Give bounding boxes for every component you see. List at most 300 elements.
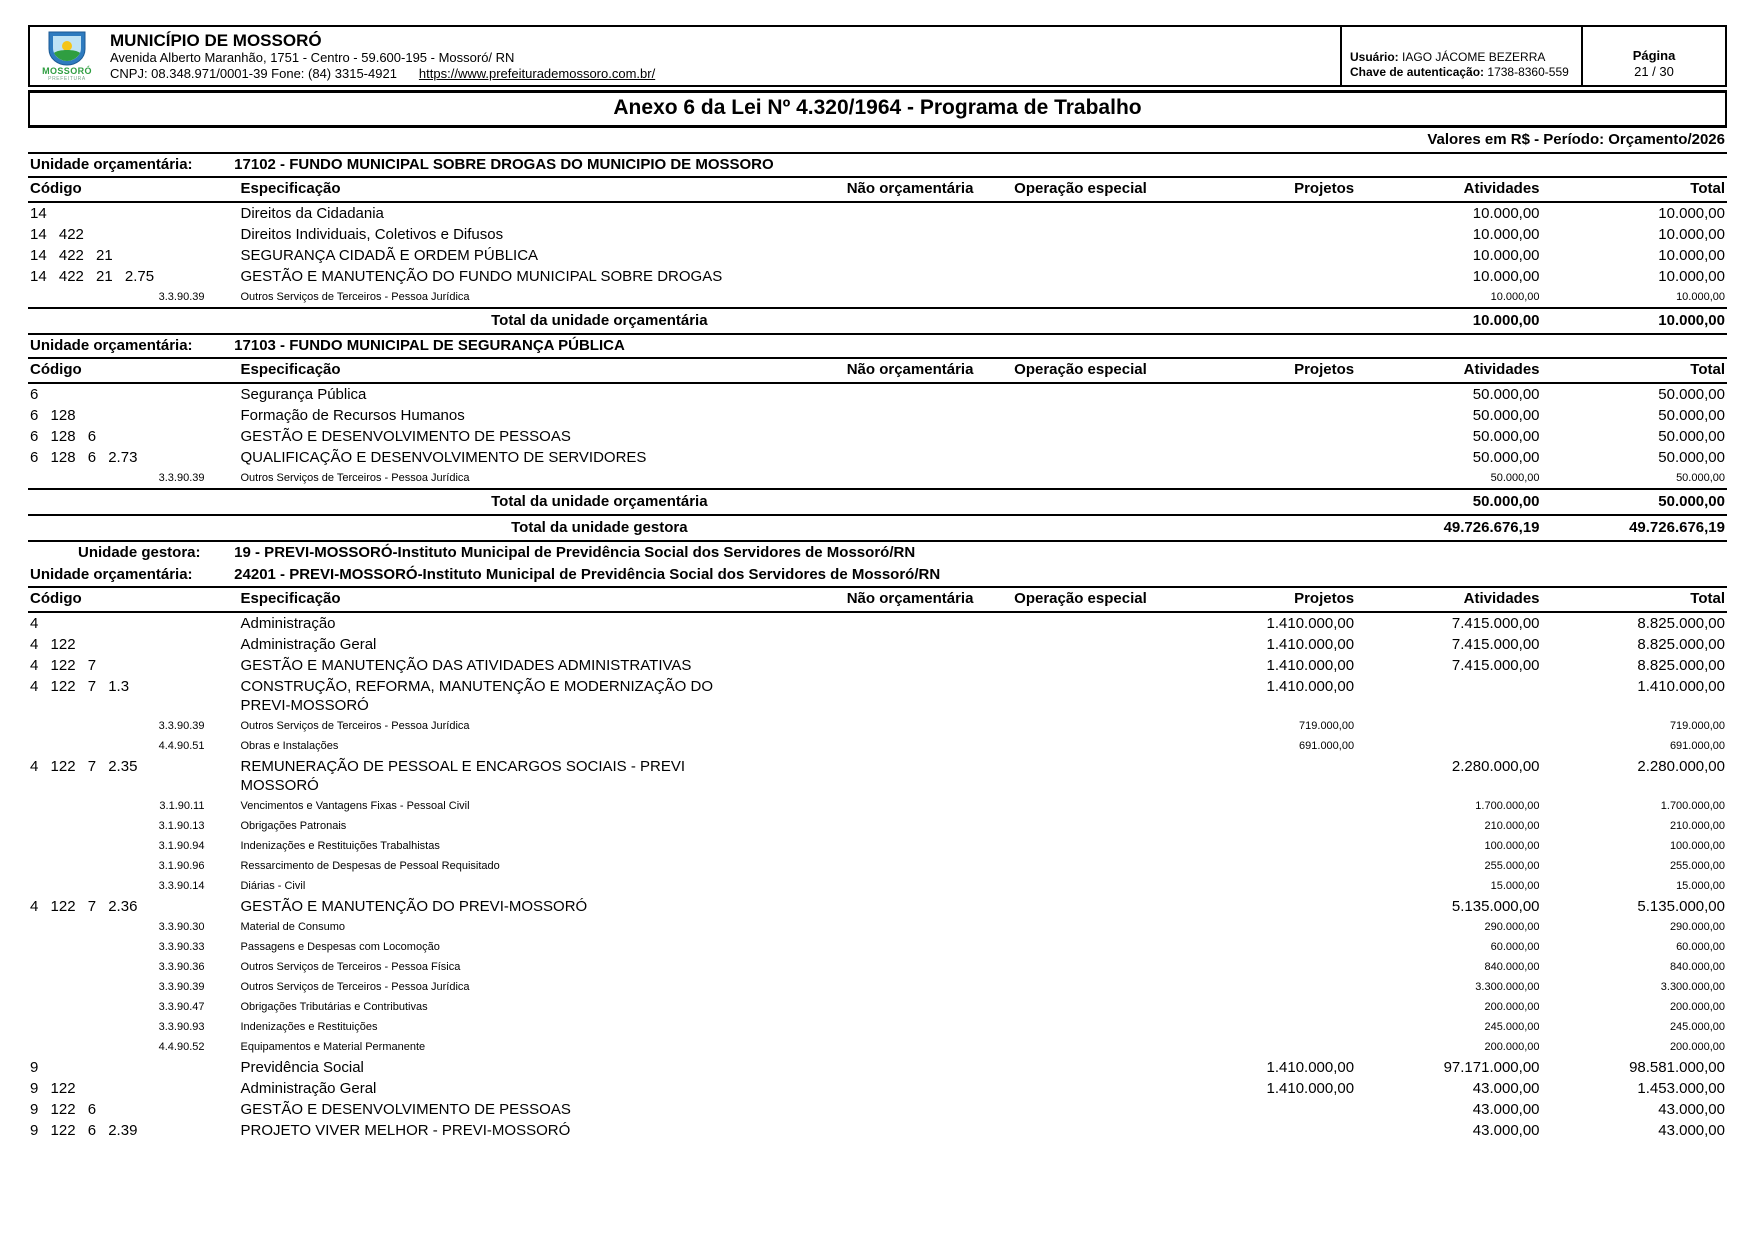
detail-row [28, 977, 1727, 997]
cell-especificacao: GESTÃO E MANUTENÇÃO DAS ATIVIDADES ADMINISTRATIVAS [240, 657, 692, 674]
org-cnpj-phone: CNPJ: 08.348.971/0001-39 Fone: (84) 3315-4921 [110, 66, 397, 81]
cell-total: 43.000,00 [1658, 1122, 1725, 1139]
column-header: Operação especial [990, 177, 1170, 202]
cell-operacao-especial [990, 836, 1170, 856]
column-header: Especificação [238, 177, 829, 202]
cell-total: 719.000,00 [1669, 720, 1725, 732]
cell-projetos [1171, 202, 1356, 224]
detail-row [28, 997, 1727, 1017]
total-label: Total da unidade gestora [28, 515, 1171, 541]
cell-projetos [1171, 266, 1356, 287]
cell-atividades: 43.000,00 [1472, 1101, 1540, 1118]
cell-atividades: 43.000,00 [1472, 1080, 1540, 1097]
cell-atividades: 60.000,00 [1490, 941, 1540, 953]
cell-total: 43.000,00 [1658, 1101, 1725, 1118]
cell-atividades: 10.000,00 [1472, 247, 1540, 264]
table-row [28, 405, 1727, 426]
cell-codigo: 3.3.90.39 [158, 291, 205, 303]
cell-total: 98.581.000,00 [1629, 1059, 1725, 1076]
mossoro-crest-icon [47, 31, 87, 67]
cell-especificacao: Material de Consumo [240, 921, 346, 933]
cell-projetos [1171, 1120, 1356, 1141]
org-address: Avenida Alberto Maranhão, 1751 - Centro - 59.600-195 - Mossoró/ RN [110, 50, 515, 65]
cell-nao-orcamentaria [830, 856, 990, 876]
cell-nao-orcamentaria [830, 1078, 990, 1099]
period-note: Valores em R$ - Período: Orçamento/2026 [28, 128, 1727, 154]
cell-especificacao: Outros Serviços de Terceiros - Pessoa Física [240, 961, 461, 973]
cell-operacao-especial [990, 957, 1170, 977]
column-header: Projetos [1171, 177, 1356, 202]
logo-wordmark: MOSSORÓ [42, 65, 92, 76]
cell-projetos: 691.000,00 [1299, 740, 1355, 752]
cell-total: 200.000,00 [1669, 1001, 1725, 1013]
cell-operacao-especial [990, 468, 1170, 489]
cell-especificacao: Vencimentos e Vantagens Fixas - Pessoal Civil [240, 800, 470, 812]
budget-table [28, 357, 1727, 542]
cell-projetos [1171, 997, 1356, 1017]
heading-label: Unidade gestora: [78, 544, 201, 561]
cell-especificacao: Outros Serviços de Terceiros - Pessoa Jurídica [240, 720, 470, 732]
cell-total: 8.825.000,00 [1637, 636, 1725, 653]
cell-nao-orcamentaria [830, 1017, 990, 1037]
cell-nao-orcamentaria [830, 426, 990, 447]
cell-operacao-especial [990, 202, 1170, 224]
cell-operacao-especial [990, 1120, 1170, 1141]
table-row [28, 756, 1727, 796]
cell-total: 245.000,00 [1669, 1021, 1725, 1033]
cell-operacao-especial [990, 736, 1170, 756]
table-row [28, 612, 1727, 634]
cell-nao-orcamentaria [830, 917, 990, 937]
table-row [28, 1078, 1727, 1099]
table-row [28, 202, 1727, 224]
user-line [1350, 50, 1575, 65]
cell-total: 10.000,00 [1658, 226, 1725, 243]
cell-total: 210.000,00 [1669, 820, 1725, 832]
cell-atividades: 49.726.676,19 [1356, 515, 1541, 541]
cell-nao-orcamentaria [830, 1037, 990, 1057]
cell-operacao-especial [990, 937, 1170, 957]
cell-atividades: 840.000,00 [1484, 961, 1540, 973]
cell-total: 10.000,00 [1658, 268, 1725, 285]
cell-projetos [1171, 447, 1356, 468]
cell-atividades: 100.000,00 [1484, 840, 1540, 852]
total-label: Total da unidade orçamentária [28, 308, 1171, 334]
unidade-orcamentaria-heading [28, 154, 1727, 176]
column-header: Projetos [1171, 358, 1356, 383]
cell-operacao-especial [990, 287, 1170, 308]
heading-label: Unidade orçamentária: [30, 156, 193, 173]
cell-atividades: 290.000,00 [1484, 921, 1540, 933]
cell-projetos [1171, 977, 1356, 997]
cell-projetos [1171, 515, 1356, 541]
cell-nao-orcamentaria [830, 896, 990, 917]
cell-especificacao: Ressarcimento de Despesas de Pessoal Requisitado [240, 860, 500, 872]
cell-nao-orcamentaria [830, 245, 990, 266]
cell-total: 5.135.000,00 [1637, 898, 1725, 915]
cell-total: 290.000,00 [1669, 921, 1725, 933]
table-row [28, 447, 1727, 468]
cell-projetos [1171, 796, 1356, 816]
cell-especificacao: Equipamentos e Material Permanente [240, 1041, 426, 1053]
cell-codigo: 6 128 6 2.73 [30, 449, 138, 466]
cell-atividades: 245.000,00 [1484, 1021, 1540, 1033]
column-header: Especificação [238, 587, 829, 612]
table-row [28, 383, 1727, 405]
cell-especificacao: Outros Serviços de Terceiros - Pessoa Jurídica [240, 472, 470, 484]
cell-operacao-especial [990, 245, 1170, 266]
cell-nao-orcamentaria [830, 876, 990, 896]
cell-projetos [1171, 836, 1356, 856]
cell-nao-orcamentaria [830, 202, 990, 224]
user-info [1340, 27, 1581, 85]
cell-operacao-especial [990, 447, 1170, 468]
column-header: Não orçamentária [830, 587, 990, 612]
cell-atividades: 10.000,00 [1356, 308, 1541, 334]
column-header: Operação especial [990, 587, 1170, 612]
detail-row [28, 468, 1727, 489]
cell-projetos [1171, 405, 1356, 426]
cell-projetos [1171, 489, 1356, 515]
table-row [28, 896, 1727, 917]
cell-atividades: 200.000,00 [1484, 1001, 1540, 1013]
cell-codigo: 3.3.90.36 [158, 961, 205, 973]
cell-especificacao: Previdência Social [240, 1059, 364, 1076]
cell-especificacao: Obras e Instalações [240, 740, 339, 752]
cell-total: 60.000,00 [1676, 941, 1725, 953]
total-label: Total da unidade orçamentária [28, 489, 1171, 515]
column-header: Não orçamentária [830, 358, 990, 383]
cell-projetos [1171, 245, 1356, 266]
cell-codigo: 4 122 [30, 636, 76, 653]
cell-atividades: 2.280.000,00 [1451, 758, 1540, 775]
detail-row [28, 1037, 1727, 1057]
table-row [28, 655, 1727, 676]
cell-total: 840.000,00 [1669, 961, 1725, 973]
cell-atividades: 50.000,00 [1472, 449, 1540, 466]
column-header: Projetos [1171, 587, 1356, 612]
table-row [28, 634, 1727, 655]
cell-nao-orcamentaria [830, 716, 990, 736]
org-name: MUNICÍPIO DE MOSSORÓ [110, 31, 322, 50]
table-row [28, 676, 1727, 716]
column-header: Código [28, 587, 238, 612]
column-header: Total [1542, 358, 1727, 383]
cell-total: 49.726.676,19 [1542, 515, 1727, 541]
cell-operacao-especial [990, 1037, 1170, 1057]
column-header: Atividades [1356, 587, 1541, 612]
cell-nao-orcamentaria [830, 736, 990, 756]
cell-especificacao: Direitos da Cidadania [240, 205, 384, 222]
cell-nao-orcamentaria [830, 447, 990, 468]
cell-codigo: 3.3.90.14 [158, 880, 205, 892]
cell-codigo: 3.3.90.39 [158, 720, 205, 732]
cell-especificacao: GESTÃO E DESENVOLVIMENTO DE PESSOAS [240, 1101, 571, 1118]
cell-atividades: 50.000,00 [1472, 407, 1540, 424]
cell-atividades: 1.700.000,00 [1475, 800, 1540, 812]
cell-operacao-especial [990, 876, 1170, 896]
cell-atividades: 10.000,00 [1472, 226, 1540, 243]
org-info [100, 27, 1340, 85]
cell-total: 50.000,00 [1658, 428, 1725, 445]
column-header: Total [1542, 177, 1727, 202]
cell-projetos [1171, 957, 1356, 977]
cell-codigo: 4.4.90.52 [158, 1041, 205, 1053]
cell-especificacao: GESTÃO E MANUTENÇÃO DO PREVI-MOSSORÓ [240, 898, 588, 915]
detail-row [28, 856, 1727, 876]
cell-total: 255.000,00 [1669, 860, 1725, 872]
cell-operacao-especial [990, 224, 1170, 245]
column-header: Não orçamentária [830, 177, 990, 202]
cell-atividades: 7.415.000,00 [1451, 615, 1540, 632]
cell-operacao-especial [990, 1078, 1170, 1099]
total-row [28, 489, 1727, 515]
detail-row [28, 716, 1727, 736]
cell-projetos [1171, 224, 1356, 245]
cell-projetos [1171, 1017, 1356, 1037]
cell-total: 2.280.000,00 [1637, 758, 1725, 775]
user-value: IAGO JÁCOME BEZERRA [1402, 50, 1546, 64]
column-header: Atividades [1356, 177, 1541, 202]
cell-codigo: 4 122 7 1.3 [30, 678, 130, 695]
cell-especificacao: Administração [240, 615, 336, 632]
cell-operacao-especial [990, 405, 1170, 426]
cell-nao-orcamentaria [830, 1099, 990, 1120]
budget-table [28, 176, 1727, 335]
column-header: Código [28, 358, 238, 383]
cell-especificacao: GESTÃO E DESENVOLVIMENTO DE PESSOAS [240, 428, 571, 445]
cell-codigo: 9 122 6 2.39 [30, 1122, 138, 1139]
cell-especificacao: REMUNERAÇÃO DE PESSOAL E ENCARGOS SOCIAIS - PREVI MOSSORÓ [240, 758, 686, 794]
total-row [28, 515, 1727, 541]
cell-projetos [1171, 426, 1356, 447]
heading-value: 17102 - FUNDO MUNICIPAL SOBRE DROGAS DO MUNICIPIO DE MOSSORO [234, 156, 774, 173]
detail-row [28, 917, 1727, 937]
cell-operacao-especial [990, 796, 1170, 816]
cell-codigo: 14 422 [30, 226, 84, 243]
cell-especificacao: Segurança Pública [240, 386, 367, 403]
cell-codigo: 3.1.90.96 [158, 860, 205, 872]
table-row [28, 224, 1727, 245]
column-header: Total [1542, 587, 1727, 612]
cell-especificacao: Indenizações e Restituições Trabalhistas [240, 840, 440, 852]
table-row [28, 266, 1727, 287]
cell-projetos [1171, 937, 1356, 957]
cell-codigo: 4 122 7 2.35 [30, 758, 138, 775]
cell-nao-orcamentaria [830, 957, 990, 977]
page-label: Página [1632, 48, 1676, 63]
cell-codigo: 14 [30, 205, 47, 222]
cell-operacao-especial [990, 676, 1170, 716]
cell-nao-orcamentaria [830, 816, 990, 836]
cell-atividades: 50.000,00 [1472, 428, 1540, 445]
cell-codigo: 9 [30, 1059, 39, 1076]
cell-nao-orcamentaria [830, 612, 990, 634]
cell-codigo: 3.3.90.33 [158, 941, 205, 953]
detail-row [28, 836, 1727, 856]
cell-codigo: 3.3.90.39 [158, 981, 205, 993]
cell-operacao-especial [990, 1099, 1170, 1120]
document-header [28, 25, 1727, 87]
logo-subtext: PREFEITURA [48, 75, 86, 82]
cell-especificacao: GESTÃO E MANUTENÇÃO DO FUNDO MUNICIPAL SOBRE DROGAS [240, 268, 723, 285]
unidade-orcamentaria-heading [28, 335, 1727, 357]
logo [30, 27, 100, 85]
cell-atividades [1356, 676, 1541, 716]
cell-operacao-especial [990, 997, 1170, 1017]
user-label: Usuário: [1350, 50, 1399, 64]
cell-projetos: 1.410.000,00 [1266, 678, 1355, 695]
cell-operacao-especial [990, 917, 1170, 937]
cell-nao-orcamentaria [830, 977, 990, 997]
cell-projetos [1171, 756, 1356, 796]
cell-nao-orcamentaria [830, 224, 990, 245]
cell-atividades: 255.000,00 [1484, 860, 1540, 872]
cell-atividades: 15.000,00 [1490, 880, 1540, 892]
cell-operacao-especial [990, 612, 1170, 634]
budget-table [28, 586, 1727, 1141]
cell-total: 50.000,00 [1658, 407, 1725, 424]
cell-projetos [1171, 287, 1356, 308]
cell-projetos [1171, 1037, 1356, 1057]
cell-projetos [1171, 816, 1356, 836]
cell-total: 50.000,00 [1676, 472, 1725, 484]
website-link[interactable]: https://www.prefeiturademossoro.com.br/ [418, 66, 656, 81]
cell-codigo: 6 128 6 [30, 428, 97, 445]
unidade-gestora-heading [28, 542, 1727, 564]
heading-value: 24201 - PREVI-MOSSORÓ-Instituto Municipal de Previdência Social dos Servidores de Mossoró/RN [234, 566, 941, 583]
cell-total: 200.000,00 [1669, 1041, 1725, 1053]
column-header-row [28, 177, 1727, 202]
cell-projetos: 1.410.000,00 [1266, 636, 1355, 653]
cell-atividades: 7.415.000,00 [1451, 657, 1540, 674]
auth-line [1350, 65, 1575, 80]
cell-atividades: 10.000,00 [1490, 291, 1540, 303]
cell-especificacao: CONSTRUÇÃO, REFORMA, MANUTENÇÃO E MODERNIZAÇÃO DO PREVI-MOSSORÓ [240, 678, 714, 714]
cell-nao-orcamentaria [830, 836, 990, 856]
cell-projetos [1171, 876, 1356, 896]
detail-row [28, 796, 1727, 816]
cell-atividades: 50.000,00 [1490, 472, 1540, 484]
cell-projetos: 719.000,00 [1299, 720, 1355, 732]
cell-codigo: 9 122 [30, 1080, 76, 1097]
cell-projetos [1171, 383, 1356, 405]
cell-total: 10.000,00 [1676, 291, 1725, 303]
cell-atividades: 50.000,00 [1356, 489, 1541, 515]
cell-codigo: 3.1.90.13 [158, 820, 205, 832]
cell-atividades: 7.415.000,00 [1451, 636, 1540, 653]
cell-operacao-especial [990, 816, 1170, 836]
cell-codigo: 4 [30, 615, 39, 632]
cell-especificacao: Obrigações Tributárias e Contributivas [240, 1001, 428, 1013]
detail-row [28, 287, 1727, 308]
cell-codigo: 14 422 21 [30, 247, 113, 264]
cell-especificacao: Formação de Recursos Humanos [240, 407, 465, 424]
cell-especificacao: Administração Geral [240, 1080, 377, 1097]
cell-especificacao: Outros Serviços de Terceiros - Pessoa Jurídica [240, 981, 470, 993]
cell-nao-orcamentaria [830, 1057, 990, 1078]
cell-total: 10.000,00 [1658, 247, 1725, 264]
cell-total: 8.825.000,00 [1637, 657, 1725, 674]
heading-value: 19 - PREVI-MOSSORÓ-Instituto Municipal de Previdência Social dos Servidores de Mossoró/RN [234, 544, 916, 561]
cell-codigo: 3.1.90.11 [159, 800, 205, 812]
cell-atividades: 200.000,00 [1484, 1041, 1540, 1053]
cell-nao-orcamentaria [830, 383, 990, 405]
cell-nao-orcamentaria [830, 756, 990, 796]
cell-codigo: 4 122 7 2.36 [30, 898, 138, 915]
cell-total: 15.000,00 [1676, 880, 1725, 892]
cell-total: 10.000,00 [1658, 205, 1725, 222]
cell-total: 1.700.000,00 [1660, 800, 1725, 812]
cell-operacao-especial [990, 1057, 1170, 1078]
cell-total: 50.000,00 [1658, 449, 1725, 466]
cell-projetos [1171, 896, 1356, 917]
org-cnpj-line [110, 66, 1330, 82]
heading-value: 17103 - FUNDO MUNICIPAL DE SEGURANÇA PÚBLICA [234, 337, 625, 354]
cell-atividades: 3.300.000,00 [1475, 981, 1540, 993]
cell-especificacao: SEGURANÇA CIDADÃ E ORDEM PÚBLICA [240, 247, 539, 264]
cell-codigo: 9 122 6 [30, 1101, 97, 1118]
column-header: Especificação [238, 358, 829, 383]
cell-atividades: 10.000,00 [1472, 268, 1540, 285]
cell-projetos: 1.410.000,00 [1266, 1080, 1355, 1097]
cell-projetos [1171, 856, 1356, 876]
cell-codigo: 3.1.90.94 [158, 840, 205, 852]
cell-total: 3.300.000,00 [1660, 981, 1725, 993]
cell-operacao-especial [990, 756, 1170, 796]
cell-codigo: 3.3.90.30 [158, 921, 205, 933]
cell-operacao-especial [990, 266, 1170, 287]
cell-especificacao: Administração Geral [240, 636, 377, 653]
column-header: Operação especial [990, 358, 1170, 383]
cell-projetos [1171, 1099, 1356, 1120]
cell-total: 8.825.000,00 [1637, 615, 1725, 632]
table-row [28, 1120, 1727, 1141]
table-row [28, 1099, 1727, 1120]
cell-operacao-especial [990, 1017, 1170, 1037]
cell-atividades [1356, 736, 1541, 756]
detail-row [28, 937, 1727, 957]
cell-especificacao: Obrigações Patronais [240, 820, 347, 832]
cell-atividades [1356, 716, 1541, 736]
cell-nao-orcamentaria [830, 468, 990, 489]
table-row [28, 245, 1727, 266]
cell-codigo: 3.3.90.39 [158, 472, 205, 484]
cell-operacao-especial [990, 655, 1170, 676]
cell-projetos: 1.410.000,00 [1266, 657, 1355, 674]
cell-operacao-especial [990, 426, 1170, 447]
document-title: Anexo 6 da Lei Nº 4.320/1964 - Programa de Trabalho [28, 90, 1727, 128]
cell-codigo: 6 128 [30, 407, 76, 424]
detail-row [28, 876, 1727, 896]
heading-label: Unidade orçamentária: [30, 566, 193, 583]
cell-especificacao: QUALIFICAÇÃO E DESENVOLVIMENTO DE SERVIDORES [240, 449, 647, 466]
cell-total: 50.000,00 [1658, 386, 1725, 403]
cell-especificacao: Passagens e Despesas com Locomoção [240, 941, 440, 953]
column-header: Atividades [1356, 358, 1541, 383]
table-row [28, 1057, 1727, 1078]
cell-codigo: 6 [30, 386, 39, 403]
cell-especificacao: Outros Serviços de Terceiros - Pessoa Jurídica [240, 291, 470, 303]
cell-nao-orcamentaria [830, 405, 990, 426]
cell-atividades: 5.135.000,00 [1451, 898, 1540, 915]
cell-especificacao: PROJETO VIVER MELHOR - PREVI-MOSSORÓ [240, 1122, 571, 1139]
report-body [28, 154, 1727, 1141]
cell-total: 10.000,00 [1542, 308, 1727, 334]
cell-atividades: 97.171.000,00 [1443, 1059, 1540, 1076]
cell-total: 691.000,00 [1669, 740, 1725, 752]
cell-operacao-especial [990, 977, 1170, 997]
